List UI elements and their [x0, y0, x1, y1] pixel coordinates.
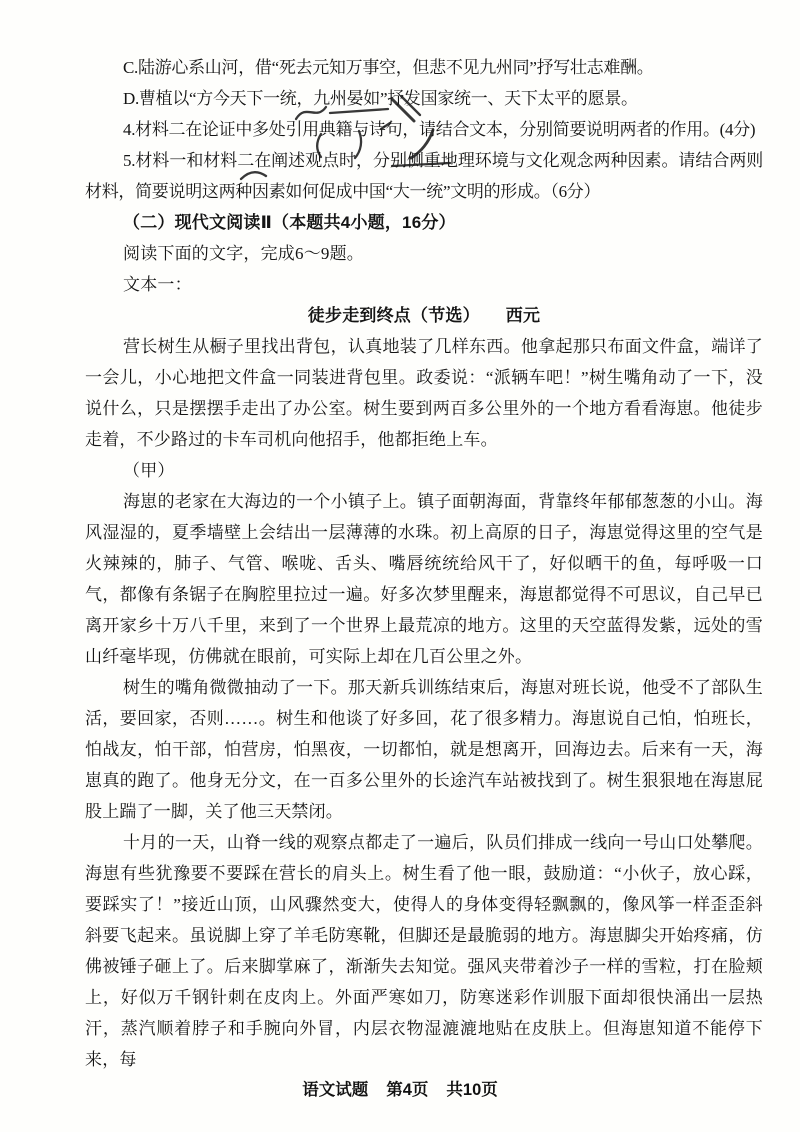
footer-total-pages: 共10页 [446, 1081, 498, 1099]
passage-paragraph-3: 树生的嘴角微微抽动了一下。那天新兵训练结束后，海崽对班长说，他受不了部队生活，要回家，否则……。树生和他谈了好多回，花了很多精力。海崽说自己怕，怕班长，怕战友，怕干部，怕营房，怕黑夜，一切都怕，就是想离开，回海边去。后来有一天，海崽真的跑了。他身无分文，在一百多公里外的长途汽车站被找到了。树生狠狠地在海崽屁股上踹了一脚，关了他三天禁闭。 [85, 678, 763, 821]
footer-doc-title: 语文试题 [302, 1081, 369, 1099]
passage-marker-jia: （甲） [123, 461, 175, 480]
passage-author: 西元 [505, 306, 541, 325]
footer-page-number: 第4页 [386, 1081, 429, 1099]
question-5: 5.材料一和材料二在阐述观点时，分别侧重地理环境与文化观念两种因素。请结合两则材料，简要说明这两种因素如何促成中国“大一统”文明的形成。（6分） [85, 151, 763, 201]
passage-paragraph-2: 海崽的老家在大海边的一个小镇子上。镇子面朝海面，背靠终年郁郁葱葱的小山。海风湿湿的，夏季墙壁上会结出一层薄薄的水珠。初上高原的日子，海崽觉得这里的空气是火辣辣的，肺子、气管、喉咙、舌头、嘴唇统统给风干了，好似晒干的鱼，每呼吸一口气，都像有条锯子在胸腔里拉过一遍。好多次梦里醒来，海崽都觉得不可思议，自己早已离开家乡十万八千里，来到了一个世界上最荒凉的地方。这里的天空蓝得发紫，远处的雪山纤毫毕现，仿佛就在眼前，可实际上却在几百公里之外。 [85, 492, 763, 666]
text-one-label: 文本一： [123, 275, 192, 294]
question-4: 4.材料二在论证中多处引用典籍与诗句，请结合文本，分别简要说明两者的作用。(4分) [123, 120, 756, 139]
reading-instruction: 阅读下面的文字，完成6～9题。 [123, 244, 364, 263]
passage-title-line [85, 300, 763, 331]
option-d: D.曹植以“方今天下一统，九州晏如”抒发国家统一、天下太平的愿景。 [123, 89, 638, 108]
passage-title: 徒步走到终点（节选） [307, 306, 480, 325]
page-content [85, 52, 763, 1075]
passage-paragraph-1: 营长树生从橱子里找出背包，认真地装了几样东西。他拿起那只布面文件盒，端详了一会儿，小心地把文件盒一同装进背包里。政委说：“派辆车吧！”树生嘴角动了一下，没说什么，只是摆摆手走出了办公室。树生要到两百多公里外的一个地方看看海崽。他徒步走着，不少路过的卡车司机向他招手，他都拒绝上车。 [85, 337, 763, 449]
passage-paragraph-4: 十月的一天，山脊一线的观察点都走了一遍后，队员们排成一线向一号山口处攀爬。海崽有些犹豫要不要踩在营长的肩头上。树生看了他一眼，鼓励道：“小伙子，放心踩，要踩实了！”接近山顶，山风骤然变大，使得人的身体变得轻飘飘的，像风筝一样歪歪斜斜要飞起来。虽说脚上穿了羊毛防寒靴，但脚还是最脆弱的地方。海崽脚尖开始疼痛，仿佛被锤子砸上了。后来脚掌麻了，渐渐失去知觉。强风夹带着沙子一样的雪粒，打在脸颊上，好似万千钢针刺在皮肉上。外面严寒如刀，防寒迷彩作训服下面却很快涌出一层热汗，蒸汽顺着脖子和手腕向外冒，内层衣物湿漉漉地贴在皮肤上。但海崽知道不能停下来，每 [85, 833, 763, 1069]
page-footer [0, 1076, 800, 1100]
option-c: C.陆游心系山河，借“死去元知万事空，但悲不见九州同”抒写壮志难酬。 [123, 58, 654, 77]
section-heading: （二）现代文阅读Ⅱ（本题共4小题，16分） [123, 213, 456, 232]
